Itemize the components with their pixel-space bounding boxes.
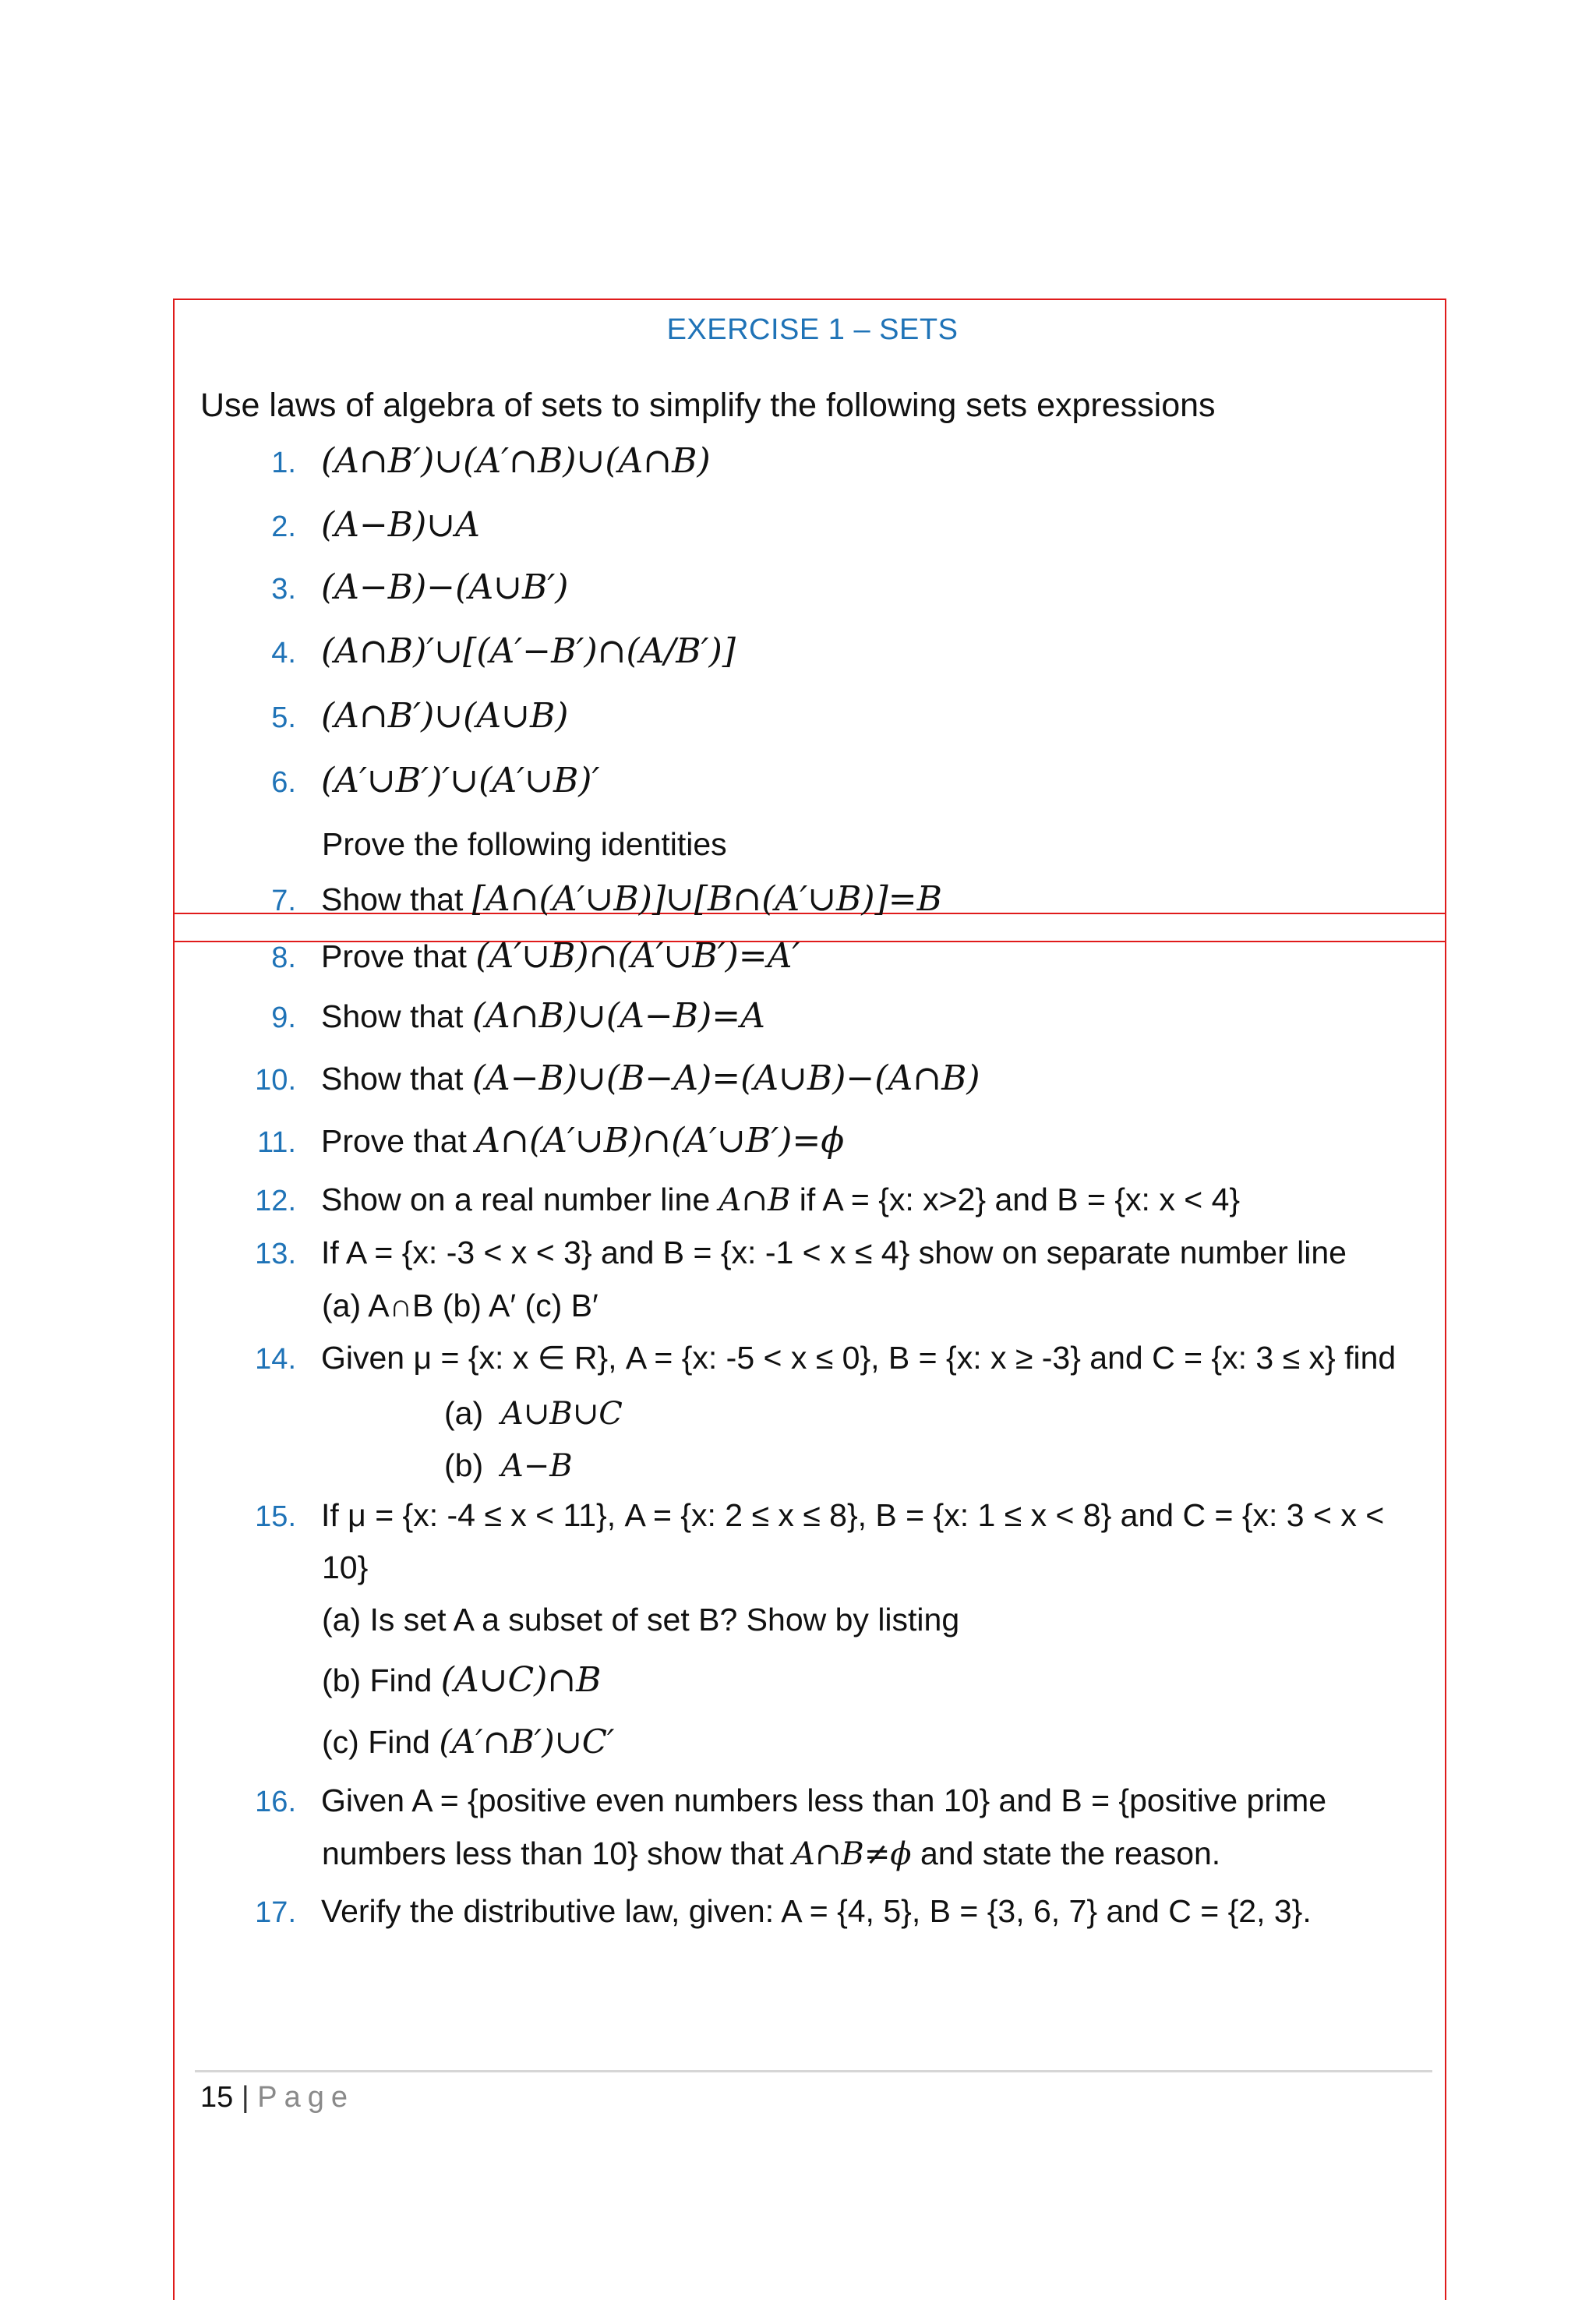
item-number: 7. <box>271 885 296 917</box>
set-expression: (A∩B)′∪[(A′−B′)∩(A/B′)] <box>321 631 736 671</box>
item-text: Prove that <box>321 938 467 974</box>
list-item <box>201 1894 1312 1930</box>
list-item <box>201 1182 1240 1218</box>
set-expression: (A′∪B′)′∪(A′∪B)′ <box>321 761 600 800</box>
sub-item <box>444 1447 573 1484</box>
list-item <box>201 1341 1396 1376</box>
set-expression: A∩B≠ϕ <box>792 1836 912 1872</box>
item-number: 12. <box>255 1185 296 1217</box>
set-expression: (A∩B)∪(A−B)=A <box>471 996 765 1036</box>
set-expression: (A∩B′)∪(A′∩B)∪(A∩B) <box>321 441 711 481</box>
page-footer <box>200 2081 355 2115</box>
item-text-continued: (a) A∩B (b) A′ (c) B′ <box>322 1288 598 1323</box>
list-item <box>201 698 568 735</box>
item-number: 2. <box>271 511 296 543</box>
set-expression: (A∩B′)∪(A∪B) <box>321 696 569 736</box>
sub-item <box>444 1395 623 1432</box>
sub-item <box>322 1660 602 1700</box>
list-item <box>201 443 711 480</box>
list-item <box>201 569 568 606</box>
set-expression: (A−B)−(A∪B′) <box>321 567 569 607</box>
intro-text: Use laws of algebra of sets to simplify the following sets expressions <box>200 387 1216 424</box>
set-expression: A∪B∪C <box>500 1396 623 1432</box>
sub-label: (b) Find <box>322 1662 433 1698</box>
item-number: 4. <box>271 637 296 670</box>
item-text: and state the reason. <box>920 1835 1221 1871</box>
item-text: if A = {x: x>2} and B = {x: x < 4} <box>799 1182 1241 1217</box>
item-number: 16. <box>255 1786 296 1818</box>
list-item <box>201 1783 1326 1819</box>
set-expression: A∩(A′∪B)∩(A′∪B′)=ϕ <box>475 1121 845 1161</box>
page-title: EXERCISE 1 – SETS <box>666 313 959 346</box>
list-item <box>201 1498 1384 1534</box>
item-number: 13. <box>255 1238 296 1270</box>
item-text-continued <box>322 1835 1220 1872</box>
list-item <box>201 938 800 975</box>
sub-label: (a) <box>444 1395 484 1431</box>
item-number: 17. <box>255 1896 296 1929</box>
item-text: Show that <box>321 1061 464 1097</box>
item-text: If μ = {x: -4 ≤ x < 11}, A = {x: 2 ≤ x ≤ 8}, B = {x: 1 ≤ x < 8} and C = {x: 3 < x < <box>321 1497 1385 1533</box>
item-text: numbers less than 10} show that <box>322 1835 784 1871</box>
list-item <box>201 1060 980 1097</box>
list-item <box>201 998 765 1035</box>
item-number: 8. <box>271 942 296 974</box>
set-expression: [A∩(A′∪B)]∪[B∩(A′∪B)]=B <box>471 879 942 919</box>
item-text: If A = {x: -3 < x < 3} and B = {x: -1 < x ≤ 4} show on separate number line <box>321 1235 1347 1270</box>
item-text: Given A = {positive even numbers less than 10} and B = {positive prime <box>321 1782 1327 1818</box>
set-expression: (A∪C)∩B <box>440 1660 602 1700</box>
item-number: 6. <box>271 766 296 799</box>
footer-divider <box>195 2070 1432 2072</box>
item-number: 11. <box>256 1126 296 1159</box>
item-text: Show that <box>321 998 464 1034</box>
page-number: 15 <box>200 2081 234 2114</box>
item-text: Prove that <box>321 1123 467 1159</box>
list-item <box>201 881 942 918</box>
sub-item <box>322 1722 614 1761</box>
set-expression: (A−B)∪(B−A)=(A∪B)−(A∩B) <box>471 1058 980 1098</box>
sub-item: (a) Is set A a subset of set B? Show by listing <box>322 1602 960 1638</box>
set-expression: (A′∪B)∩(A′∪B′)=A′ <box>475 936 800 976</box>
set-expression: (A′∩B′)∪C′ <box>439 1722 615 1761</box>
page-label: Page <box>257 2081 355 2114</box>
list-item <box>201 762 599 800</box>
item-number: 1. <box>271 447 296 479</box>
item-number: 9. <box>271 1002 296 1034</box>
item-text: Show on a real number line <box>321 1182 711 1217</box>
set-expression: (A−B)∪A <box>321 505 480 545</box>
list-item <box>201 633 736 670</box>
section-heading: Prove the following identities <box>322 826 727 862</box>
item-number: 14. <box>255 1343 296 1376</box>
list-item <box>201 507 480 544</box>
footer-separator: | <box>241 2081 249 2114</box>
item-number: 10. <box>255 1064 296 1097</box>
item-text: Verify the distributive law, given: A = {4, 5}, B = {3, 6, 7} and C = {2, 3}. <box>321 1893 1312 1929</box>
list-item <box>201 1122 844 1160</box>
item-text: Given μ = {x: x ∈ R}, A = {x: -5 < x ≤ 0}, B = {x: x ≥ -3} and C = {x: 3 ≤ x} find <box>321 1340 1396 1376</box>
item-text: Show that <box>321 881 464 917</box>
item-number: 5. <box>271 701 296 734</box>
set-expression: A−B <box>500 1448 573 1484</box>
item-text-continued: 10} <box>322 1549 369 1585</box>
sub-label: (c) Find <box>322 1724 430 1760</box>
item-number: 3. <box>271 573 296 606</box>
item-number: 15. <box>255 1500 296 1533</box>
set-expression: A∩B <box>719 1182 791 1218</box>
sub-label: (b) <box>444 1447 484 1483</box>
list-item <box>201 1235 1347 1271</box>
